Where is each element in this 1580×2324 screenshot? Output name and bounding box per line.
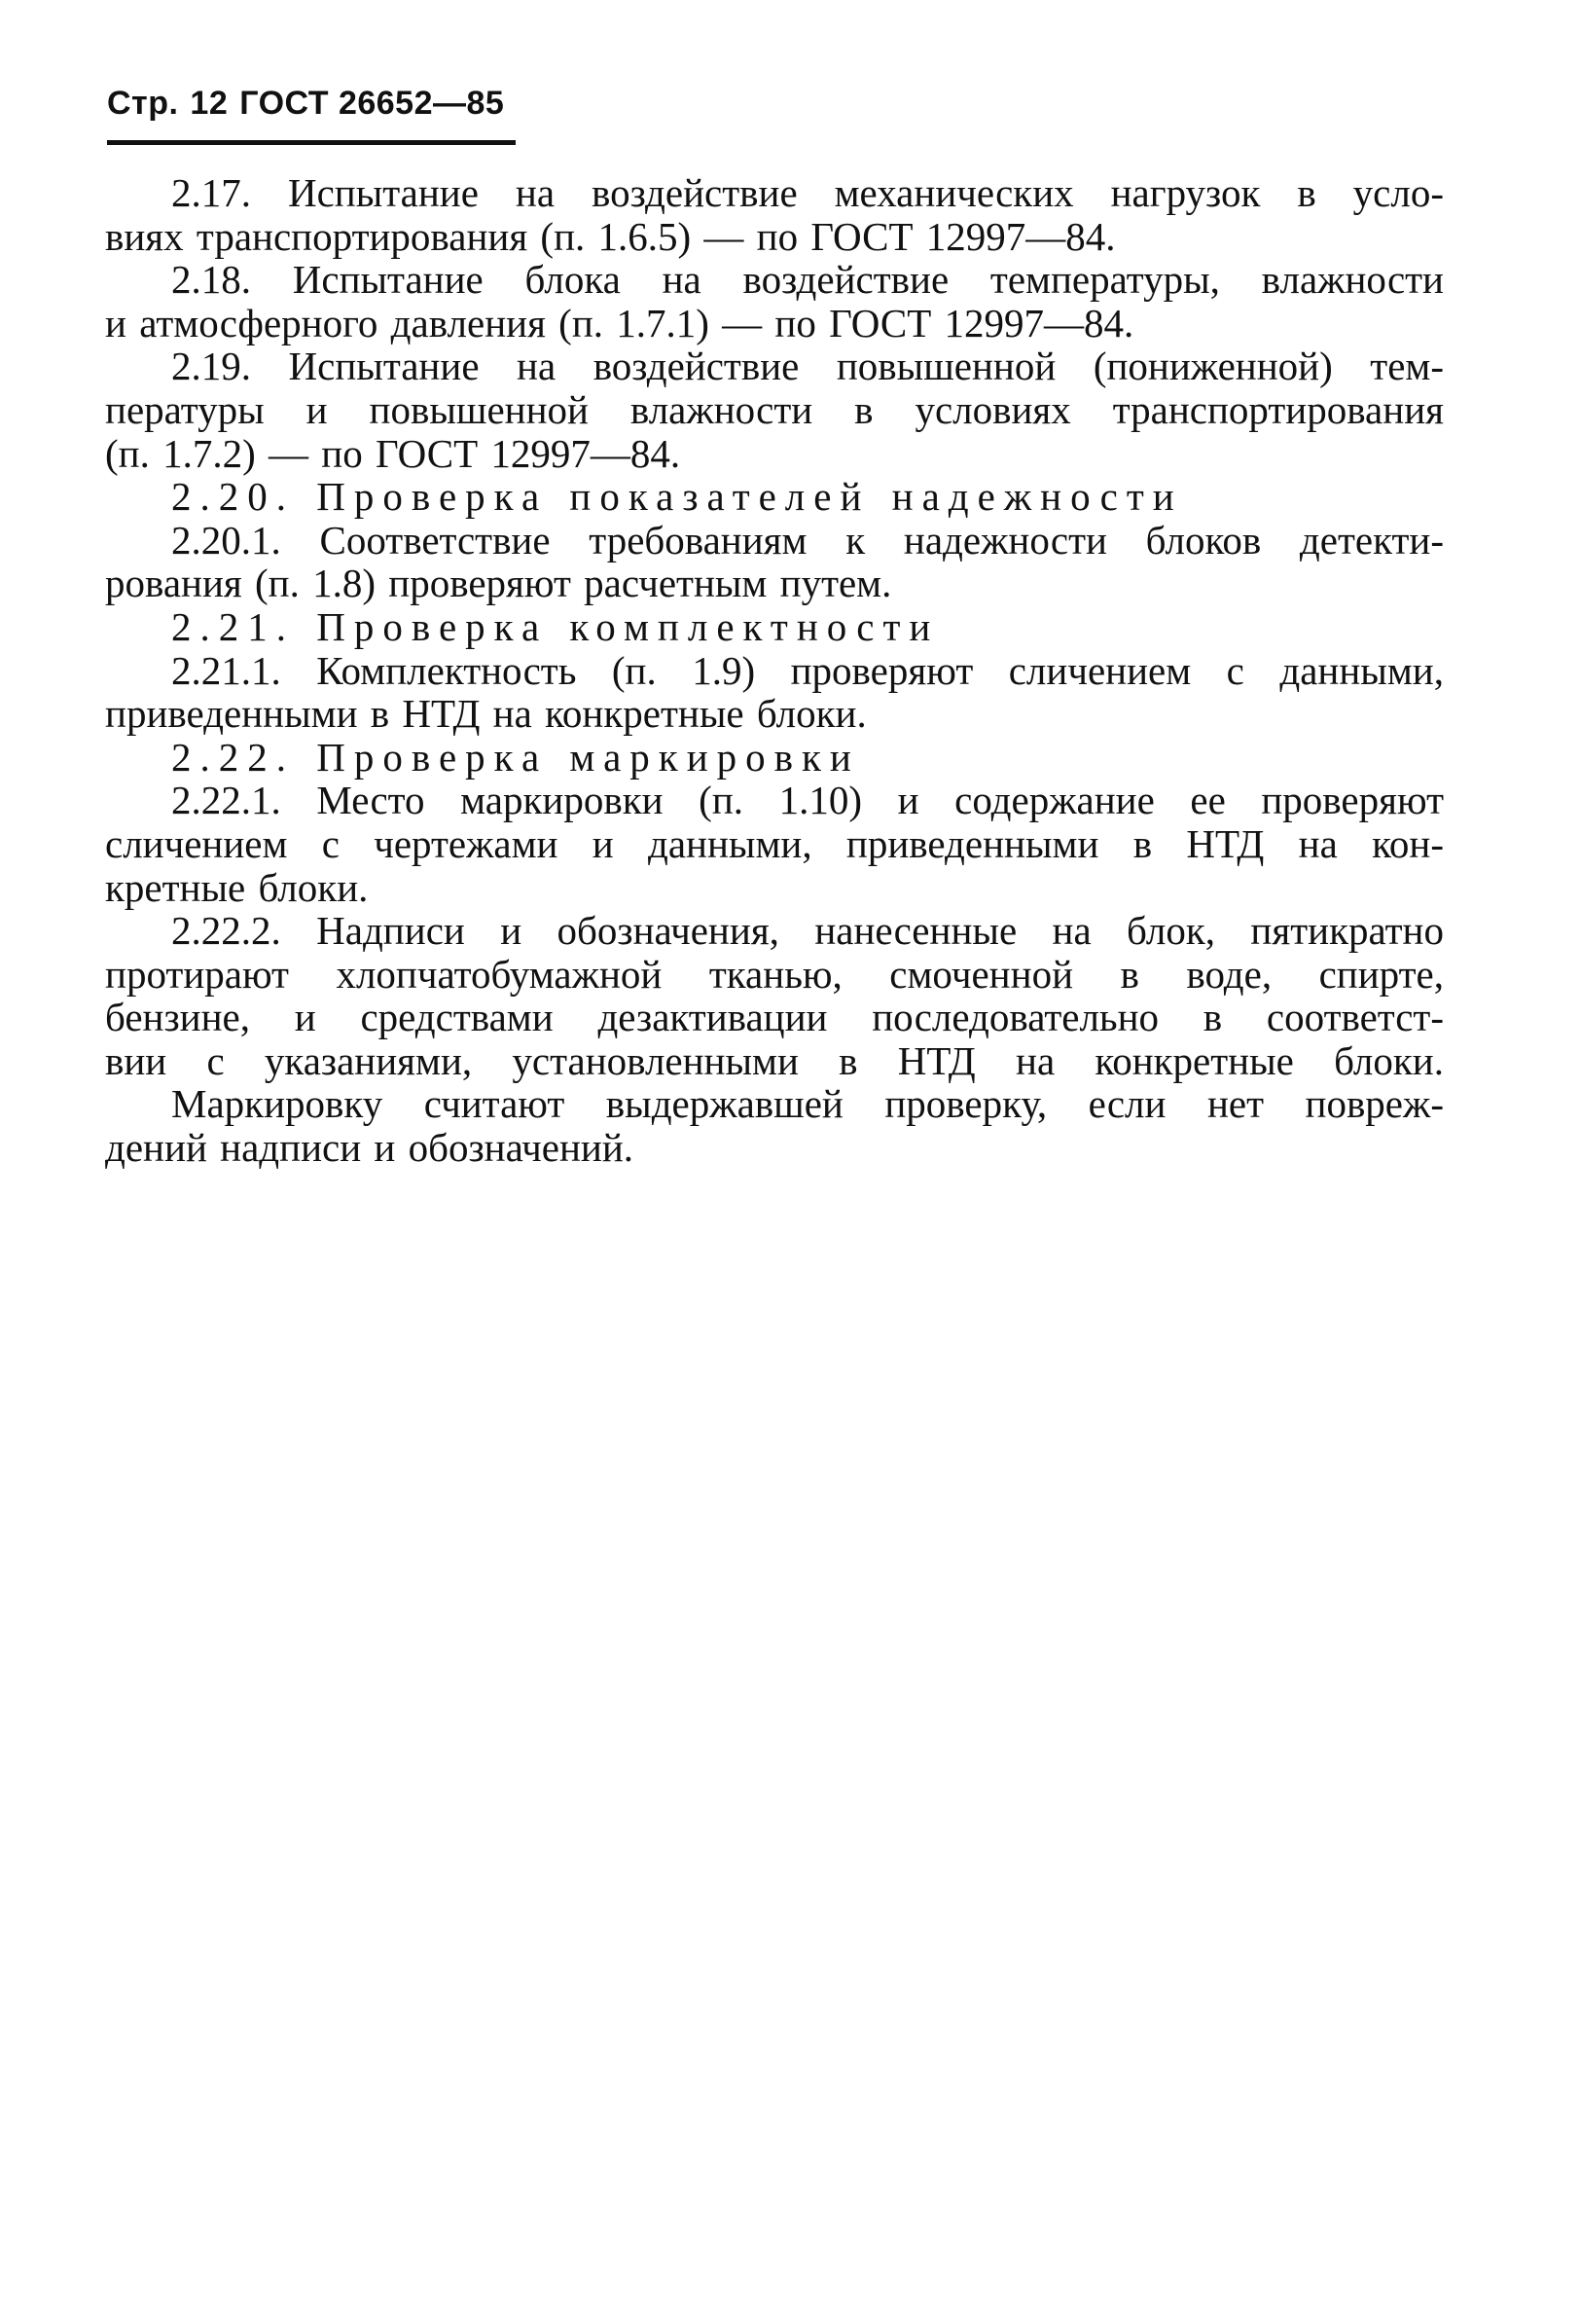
header-underline (107, 140, 516, 145)
text-line: кретные блоки. (105, 864, 369, 910)
text-line: Маркировку считают выдержавшей проверку, если нет повреж- (171, 1081, 1444, 1127)
section-heading-line: 2.20. Проверка показателей надежности (171, 474, 1183, 520)
text-line: 2.22.2. Надписи и обозначения, нанесенные на блок, пятикратно (171, 908, 1444, 954)
standard-designation: ГОСТ 26652—85 (239, 85, 505, 122)
page-header (107, 84, 516, 142)
text-line: и атмосферного давления (п. 1.7.1) — по ГОСТ 12997—84. (105, 300, 1134, 345)
text-line: вии с указаниями, установленными в НТД на конкретные блоки. (105, 1037, 1444, 1083)
text-line: виях транспортирования (п. 1.6.5) — по ГОСТ 12997—84. (105, 213, 1116, 259)
text-line: (п. 1.7.2) — по ГОСТ 12997—84. (105, 430, 681, 476)
text-line: 2.17. Испытание на воздействие механических нагрузок в усло- (171, 170, 1444, 215)
text-line: приведенными в НТД на конкретные блоки. (105, 691, 867, 737)
text-line: рования (п. 1.8) проверяют расчетным путем. (105, 561, 892, 606)
text-line: 2.22.1. Место маркировки (п. 1.10) и содержание ее проверяют (171, 778, 1444, 823)
text-line: 2.20.1. Соответствие требованиям к надежности блоков детекти- (171, 517, 1444, 563)
section-heading-line: 2.22. Проверка маркировки (171, 734, 860, 780)
text-line: бензине, и средствами дезактивации последовательно в соответст- (105, 995, 1444, 1040)
text-line: дений надписи и обозначений. (105, 1125, 634, 1171)
document-body (105, 171, 1444, 1170)
section-heading-line: 2.21. Проверка комплектности (171, 603, 940, 649)
page-label: Стр. (107, 85, 179, 122)
text-line: 2.21.1. Комплектность (п. 1.9) проверяют сличением с данными, (171, 647, 1444, 693)
text-line: пературы и повышенной влажности в условиях транспортирования (105, 386, 1444, 432)
text-line: 2.18. Испытание блока на воздействие температуры, влажности (171, 257, 1444, 303)
page-number: 12 (190, 85, 229, 122)
text-line: сличением с чертежами и данными, приведенными в НТД на кон- (105, 820, 1444, 866)
text-line: 2.19. Испытание на воздействие повышенной (пониженной) тем- (171, 344, 1444, 389)
text-line: протирают хлопчатобумажной тканью, смоченной в воде, спирте, (105, 951, 1444, 997)
